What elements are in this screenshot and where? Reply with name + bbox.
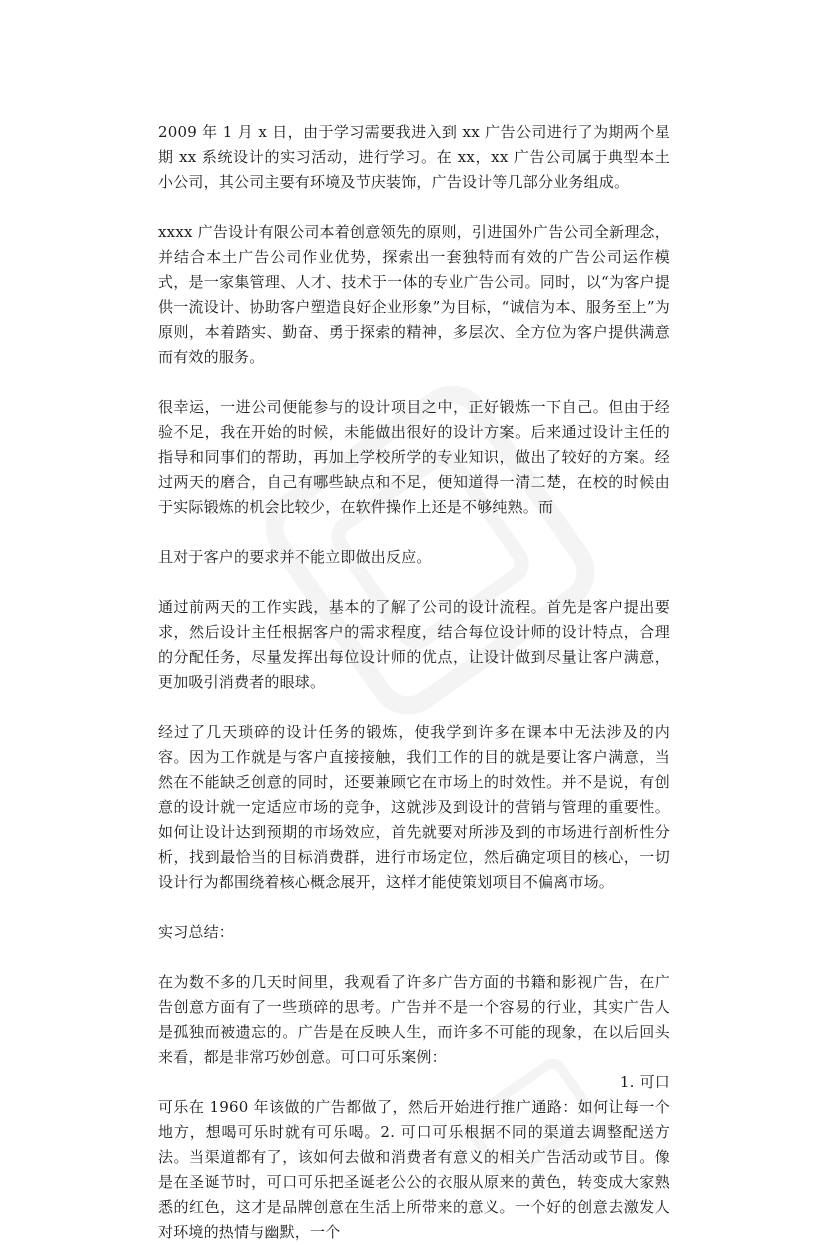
paragraph-experience: 很幸运，一进公司便能参与的设计项目之中，正好锻炼一下自己。但由于经验不足，我在开始的时候，未能做出很好的设计方案。后来通过设计主任的指导和同事们的帮助，再加上学校所学的专业知识，做出了较好的方案。经过两天的磨合，自己有哪些缺点和不足，便知道得一清二楚，在校的时候由于实际锻炼的机会比较少，在软件操作上还是不够纯熟。而 [158,398,670,516]
paragraph-intro: 2009 年 1 月 x 日，由于学习需要我进入到 xx 广告公司进行了为期两个星期 xx 系统设计的实习活动，进行学习。在 xx，xx 广告公司属于典型本土小公司，其公司主要有环境及节庆装饰，广告设计等几部分业务组成。 [158,123,670,191]
paragraph-company: xxxx 广告设计有限公司本着创意领先的原则，引进国外广告公司全新理念，并结合本土广告公司作业优势，探索出一套独特而有效的广告公司运作模式，是一家集管理、人才、技术于一体的专业广告公司。同时，以“为客户提供一流设计、协助客户塑造良好企业形象”为目标，“诚信为本、服务至上”为原则，本着踏实、勤奋、勇于探索的精神，多层次、全方位为客户提供满意而有效的服务。 [158,223,670,366]
paragraph-workflow: 通过前两天的工作实践，基本的了解了公司的设计流程。首先是客户提出要求，然后设计主任根据客户的需求程度，结合每位设计师的设计特点，合理的分配任务，尽量发挥出每位设计师的优点，让设计做到尽量让客户满意，更加吸引消费者的眼球。 [158,598,670,691]
paragraph-continuation: 且对于客户的要求并不能立即做出反应。 [158,548,432,566]
numbered-item-start: 1. 可口 [619,1073,670,1091]
paragraph-summary: 在为数不多的几天时间里，我观看了许多广告方面的书籍和影视广告，在广告创意方面有了一些琐碎的思考。广告并不是一个容易的行业，其实广告人是孤独而被遗忘的。广告是在反映人生，而许多不可能的现象，在以后回头来看，都是非常巧妙创意。可口可乐案例： [158,973,670,1066]
paragraph-coca-cola-case: 可乐在 1960 年该做的广告都做了，然后开始进行推广通路：如何让每一个地方，想喝可乐时就有可乐喝。2. 可口可乐根据不同的渠道去调整配送方法。当渠道都有了，该如何去做和消费者有意义的相关广告活动或节目。像是在圣诞节时，可口可乐把圣诞老公公的衣服从原来的黄色，转变成大家熟悉的红色，这才是品牌创意在生活上所带来的意义。一个好的创意去激发人对环境的热情与幽默，一个 [158,1098,670,1241]
document-body [158,120,670,1245]
section-heading-summary: 实习总结： [158,923,235,941]
paragraph-lessons: 经过了几天琐碎的设计任务的锻炼，使我学到许多在课本中无法涉及的内容。因为工作就是与客户直接接触，我们工作的目的就是要让客户满意，当然在不能缺乏创意的同时，还要兼顾它在市场上的时效性。并不是说，有创意的设计就一定适应市场的竞争，这就涉及到设计的营销与管理的重要性。如何让设计达到预期的市场效应，首先就要对所涉及到的市场进行剖析性分析，找到最恰当的目标消费群，进行市场定位，然后确定项目的核心，一切设计行为都围绕着核心概念展开，这样才能使策划项目不偏离市场。 [158,723,670,891]
